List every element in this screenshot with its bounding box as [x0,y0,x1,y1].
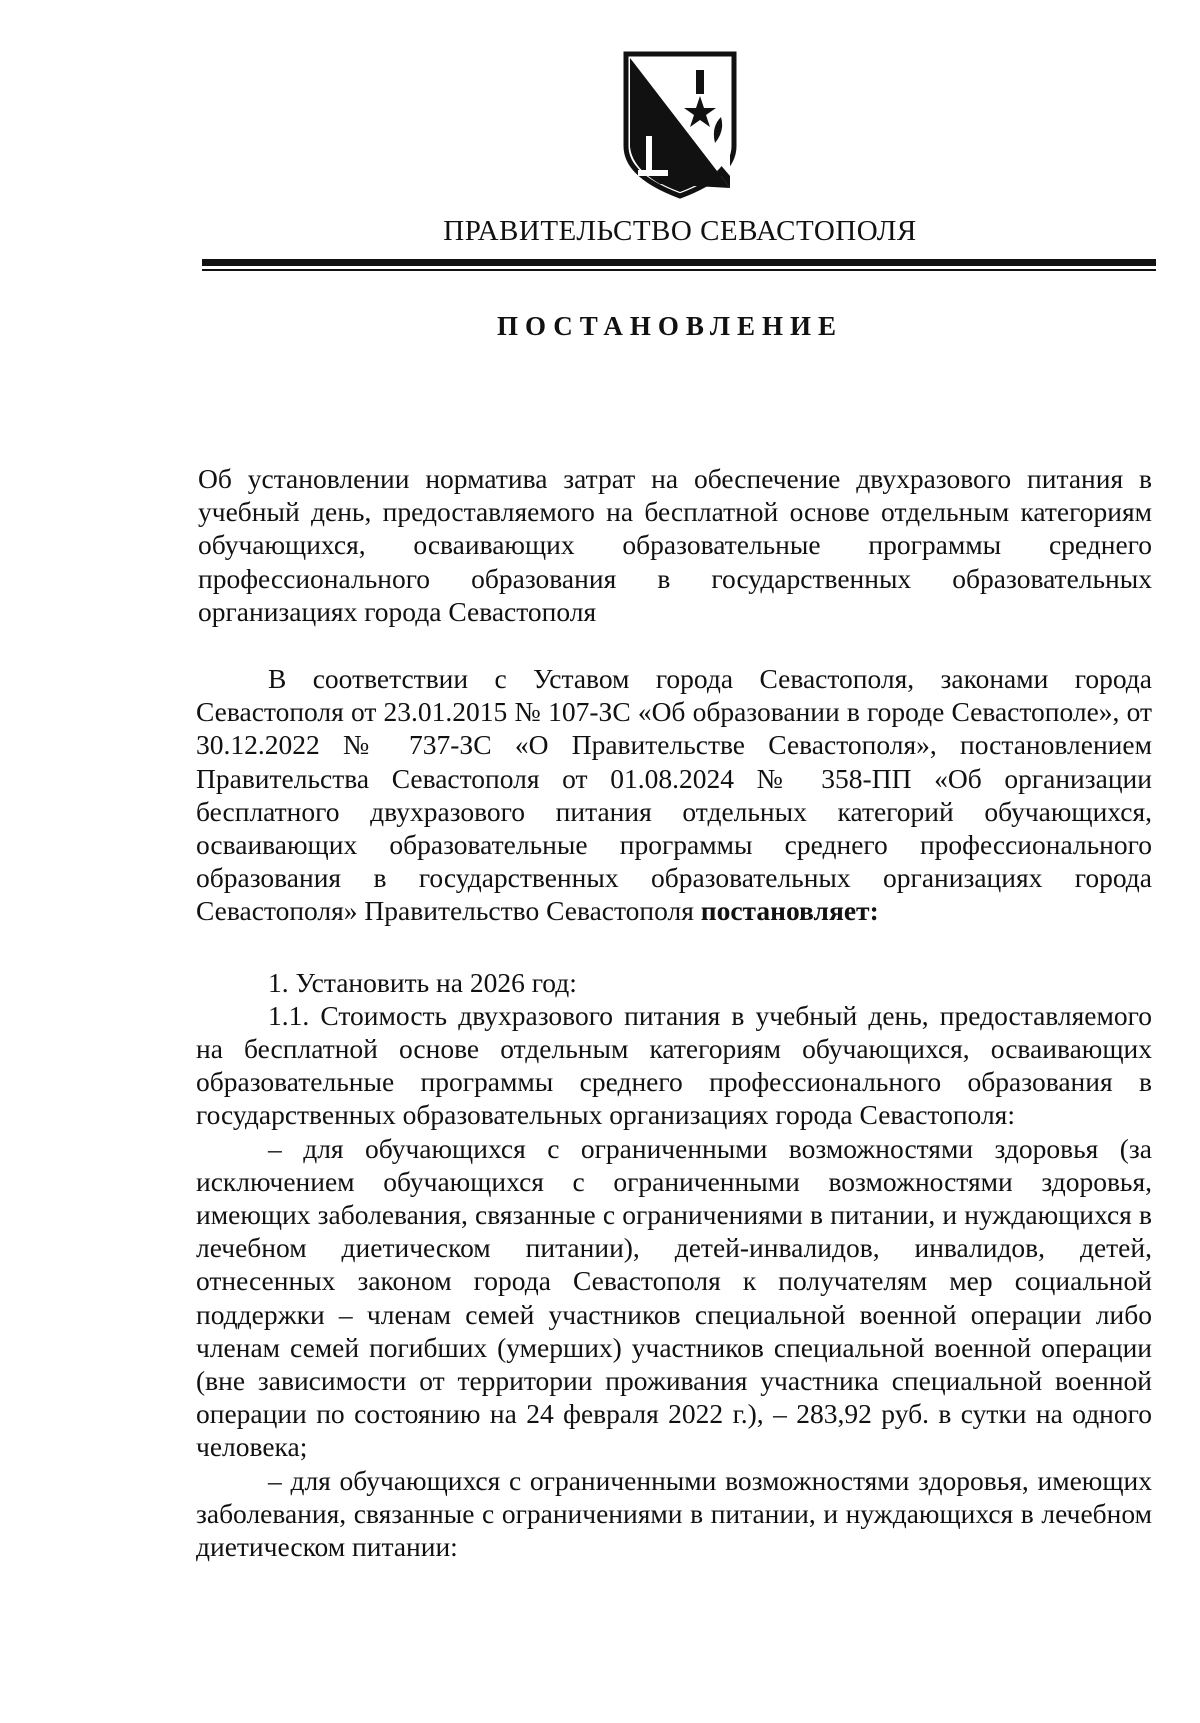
document-type: ПОСТАНОВЛЕНИЕ [496,311,844,341]
header-divider-thin [202,269,1156,271]
preamble-text: В соответствии с Уставом города Севастополя, законами города Севастополя от 23.01.2015 № 107-ЗС «Об образовании в городе Севастополе», от 30.12.2022 № 737-ЗС «О Правительстве Севастополя», постановлением Правительства Севастополя от 01.08.2024 № 358-ПП «Об организации бесплатного двухразового питания отдельных категорий обучающихся, осваивающих образовательные программы среднего профессионального образования в государственных образовательных организациях города Севастополя» Правительство Севастополя [196,663,1152,927]
document-title-block [198,462,1152,628]
coat-of-arms-icon [620,48,740,200]
preamble-resolves: постановляет: [700,895,879,927]
preamble-paragraph [196,662,1152,928]
header-divider-thick [202,259,1156,266]
document-title: Об установлении норматива затрат на обеспечение двухразового питания в учебный день, предоставляемого на бесплатной основе отдельным категориям обучающихся, осваивающих образовательные программы среднего профессионального образования в государственных образовательных организациях города Севастополя [198,463,1152,627]
clause-bullet-1: – для обучающихся с ограниченными возможностями здоровья (за исключением обучающихся с ограниченными возможностями здоровья, имеющих заболевания, связанные с ограничениями в питании, и нуждающихся в лечебном диетическом питании), детей-инвалидов, инвалидов, детей, отнесенных законом города Севастополя к получателям мер социальной поддержки – членам семей участников специальной военной операции либо членам семей погибших (умерших) участников специальной военной операции (вне зависимости от территории проживания участника специальной военной операции по состоянию на 24 февраля 2022 г.), – 283,92 руб. в сутки на одного человека; [196,1132,1152,1463]
clause-1-1: 1.1. Стоимость двухразового питания в учебный день, предоставляемого на бесплатной основе отдельным категориям обучающихся, осваивающих образовательные программы среднего профессионального образования в государственных образовательных организациях города Севастополя: [196,999,1152,1131]
organization-name: ПРАВИТЕЛЬСТВО СЕВАСТОПОЛЯ [443,215,917,247]
clause-1: 1. Установить на 2026 год: [268,966,577,998]
clause-bullet-2: – для обучающихся с ограниченными возможностями здоровья, имеющих заболевания, связанные с ограничениями в питании, и нуждающихся в лечебном диетическом питании: [196,1464,1152,1563]
document-body [196,662,1152,1563]
